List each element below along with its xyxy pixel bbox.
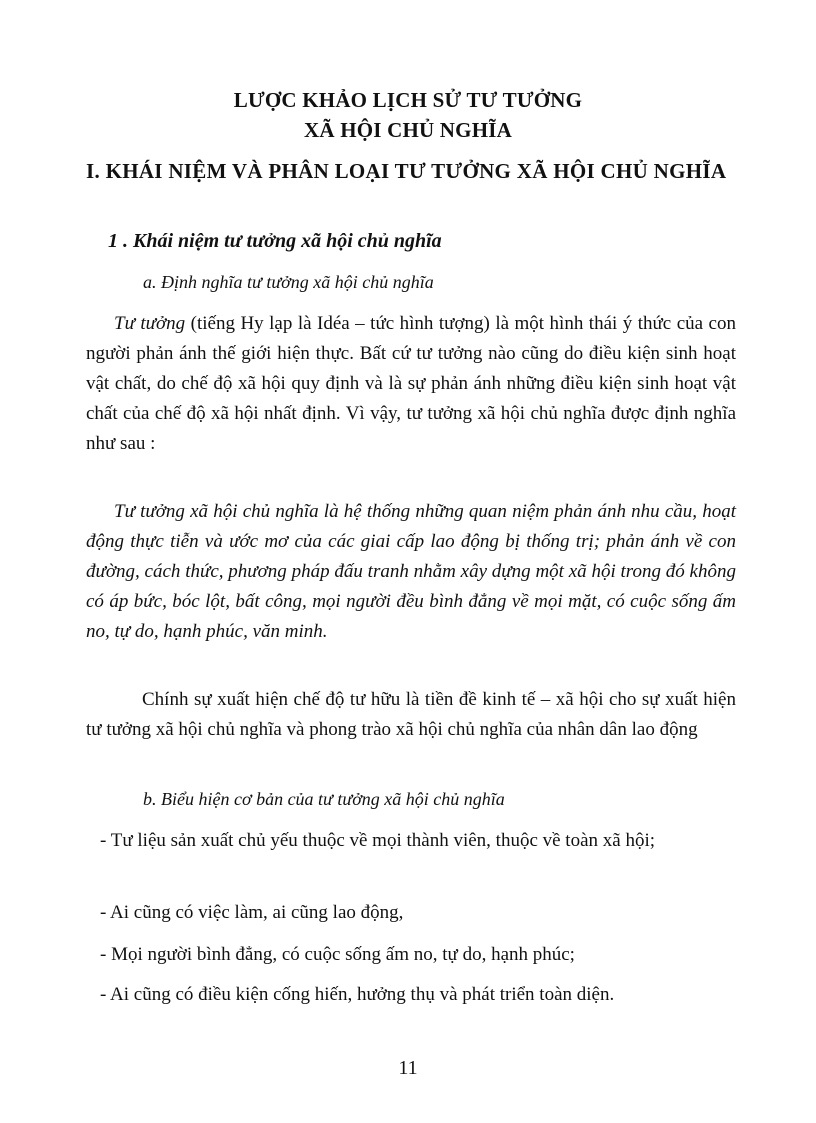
paragraph-body: (tiếng Hy lạp là Idéa – tức hình tượng) là một hình thái ý thức của con người phản ánh thế giới hiện thực. Bất cứ tư tưởng nào cũng do điều kiện sinh hoạt vật chất, do chế độ xã hội quy định và là sự phản ánh những điều kiện sinh hoạt vật chất của chế độ xã hội nhất định. Vì vậy, tư tưởng xã hội chủ nghĩa được định nghĩa như sau : xyxy=(86,313,736,454)
subsection-heading-a: a. Định nghĩa tư tưởng xã hội chủ nghĩa xyxy=(143,272,434,292)
section-heading: I. KHÁI NIỆM VÀ PHÂN LOẠI TƯ TƯỞNG XÃ HỘI CHỦ NGHĨA xyxy=(86,159,727,183)
paragraph-private-ownership: Chính sự xuất hiện chế độ tư hữu là tiền đề kinh tế – xã hội cho sự xuất hiện tư tưởng xã hội chủ nghĩa và phong trào xã hội chủ nghĩa của nhân dân lao động xyxy=(86,689,736,740)
list-item: - Tư liệu sản xuất chủ yếu thuộc về mọi thành viên, thuộc về toàn xã hội; xyxy=(100,830,656,851)
page-title-line-1: LƯỢC KHẢO LỊCH SỬ TƯ TƯỞNG xyxy=(233,88,583,112)
subsection-heading-b: b. Biểu hiện cơ bản của tư tưởng xã hội chủ nghĩa xyxy=(143,789,505,809)
paragraph-definition: Tư tưởng xã hội chủ nghĩa là hệ thống những quan niệm phản ánh nhu cầu, hoạt động thực tiễn và ước mơ của các giai cấp lao động bị thống trị; phản ánh về con đường, cách thức, phương pháp đấu tranh nhằm xây dựng một xã hội trong đó không có áp bức, bóc lột, bất công, mọi người đều bình đẳng về mọi mặt, có cuộc sống ấm no, tự do, hạnh phúc, văn minh. xyxy=(86,501,736,642)
list-item: - Ai cũng có việc làm, ai cũng lao động, xyxy=(100,902,404,923)
subsection-heading-1: 1 . Khái niệm tư tưởng xã hội chủ nghĩa xyxy=(108,230,442,252)
list-item: - Ai cũng có điều kiện cống hiến, hưởng thụ và phát triển toàn diện. xyxy=(100,984,615,1005)
list-item: - Mọi người bình đẳng, có cuộc sống ấm no, tự do, hạnh phúc; xyxy=(100,944,575,965)
paragraph-definition-intro xyxy=(86,309,736,459)
term-emphasis: Tư tưởng xyxy=(114,313,186,334)
page-title-line-2: XÃ HỘI CHỦ NGHĨA xyxy=(304,118,512,142)
page-number: 11 xyxy=(398,1057,418,1079)
